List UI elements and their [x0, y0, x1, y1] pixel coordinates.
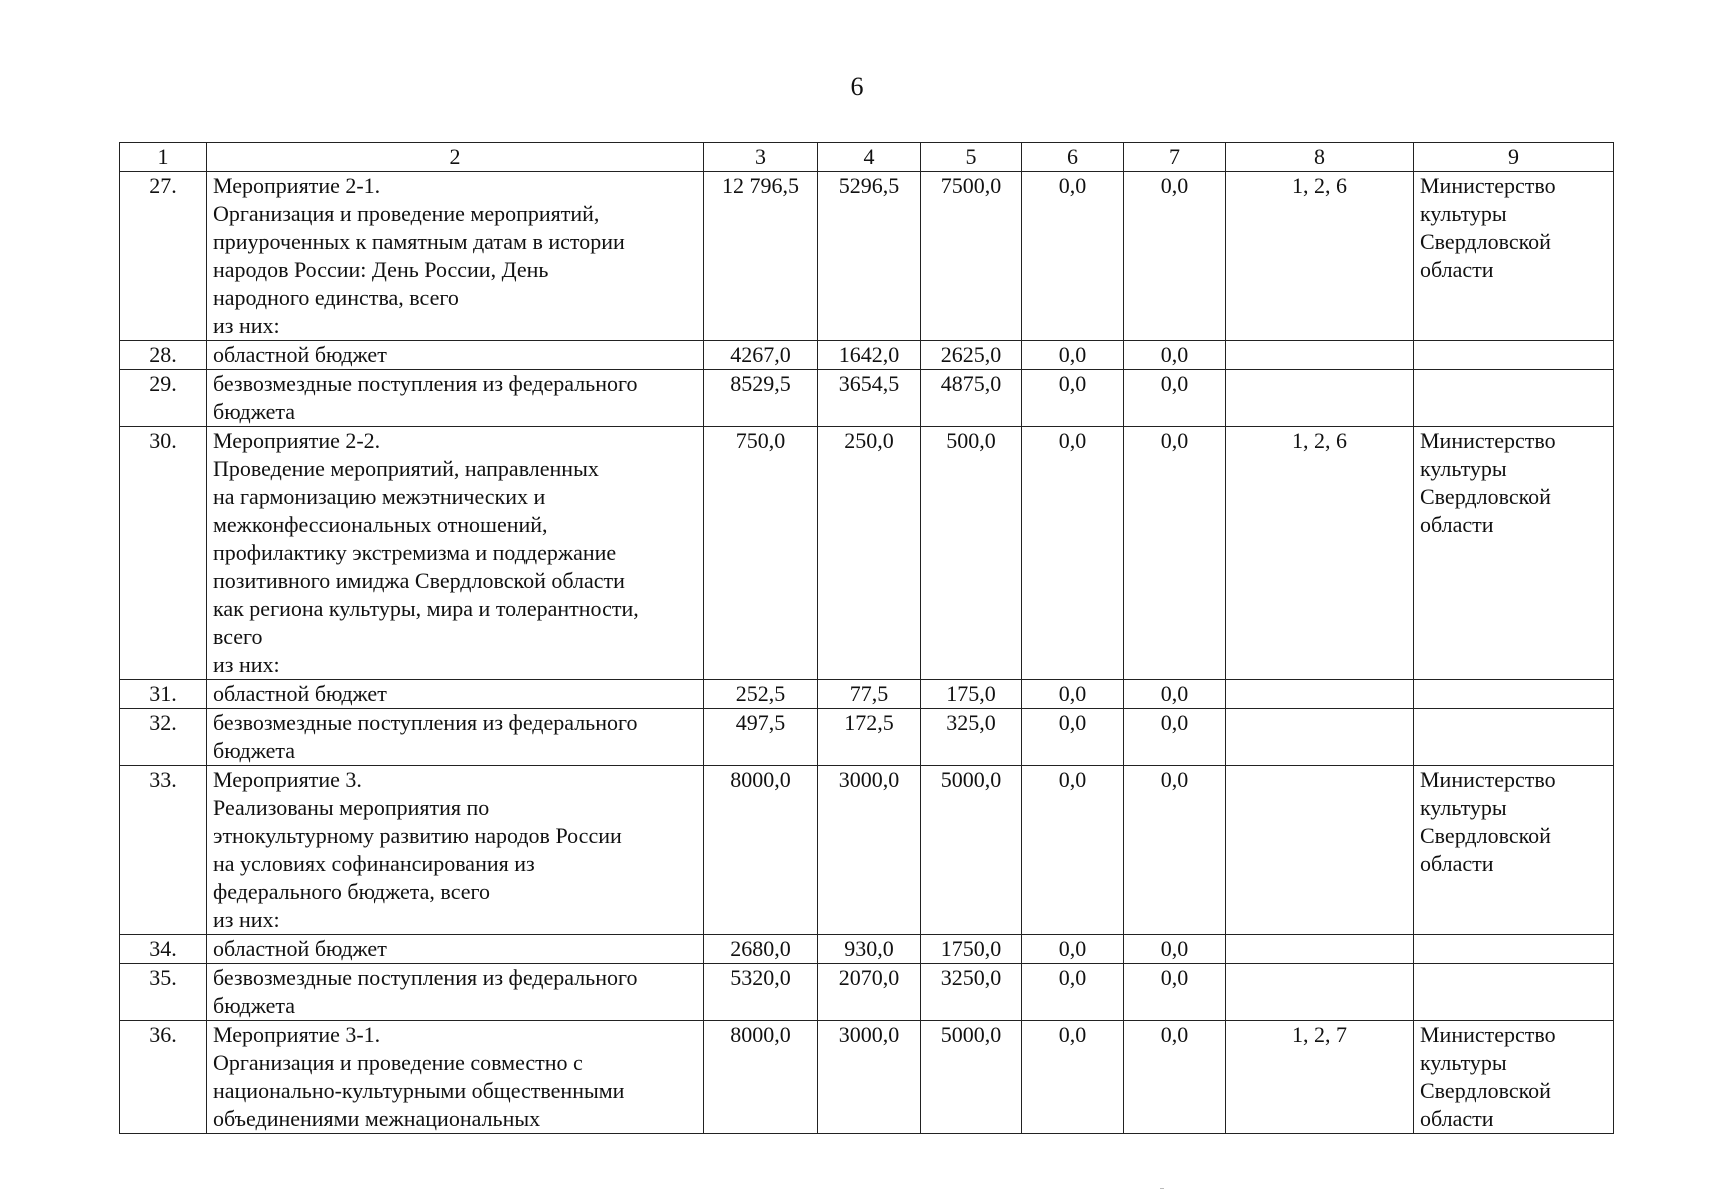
value-col-4: 930,0 [818, 935, 921, 964]
executor [1414, 370, 1614, 427]
value-col-4: 250,0 [818, 427, 921, 680]
value-col-6: 0,0 [1022, 427, 1124, 680]
executor: Министерство культуры Свердловской области [1414, 172, 1614, 341]
column-header: 4 [818, 143, 921, 172]
budget-table [119, 142, 1614, 1134]
value-col-6: 0,0 [1022, 680, 1124, 709]
value-col-3: 8529,5 [704, 370, 818, 427]
table-row [120, 370, 1614, 427]
column-header: 2 [207, 143, 704, 172]
table-row [120, 341, 1614, 370]
value-col-5: 1750,0 [921, 935, 1022, 964]
target-indicators: 1, 2, 6 [1226, 172, 1414, 341]
value-col-7: 0,0 [1124, 935, 1226, 964]
executor [1414, 341, 1614, 370]
value-col-3: 12 796,5 [704, 172, 818, 341]
table-row [120, 1021, 1614, 1134]
measure-name: безвозмездные поступления из федерального бюджета [207, 370, 704, 427]
measure-name: безвозмездные поступления из федерального бюджета [207, 709, 704, 766]
table-header-row [120, 143, 1614, 172]
value-col-5: 325,0 [921, 709, 1022, 766]
row-number: 32. [120, 709, 207, 766]
value-col-6: 0,0 [1022, 370, 1124, 427]
value-col-6: 0,0 [1022, 1021, 1124, 1134]
value-col-5: 4875,0 [921, 370, 1022, 427]
value-col-7: 0,0 [1124, 341, 1226, 370]
executor [1414, 964, 1614, 1021]
value-col-3: 8000,0 [704, 766, 818, 935]
value-col-4: 2070,0 [818, 964, 921, 1021]
table-row [120, 680, 1614, 709]
value-col-4: 5296,5 [818, 172, 921, 341]
table-row [120, 709, 1614, 766]
value-col-3: 5320,0 [704, 964, 818, 1021]
target-indicators [1226, 935, 1414, 964]
measure-name: Мероприятие 3. Реализованы мероприятия по этнокультурному развитию народов России на условиях софинансирования из федерального бюджета, всего из них: [207, 766, 704, 935]
value-col-6: 0,0 [1022, 172, 1124, 341]
table-row [120, 172, 1614, 341]
column-header: 6 [1022, 143, 1124, 172]
table-row [120, 964, 1614, 1021]
value-col-5: 5000,0 [921, 766, 1022, 935]
target-indicators [1226, 964, 1414, 1021]
measure-name: безвозмездные поступления из федерального бюджета [207, 964, 704, 1021]
value-col-4: 3654,5 [818, 370, 921, 427]
row-number: 34. [120, 935, 207, 964]
value-col-4: 77,5 [818, 680, 921, 709]
target-indicators: 1, 2, 7 [1226, 1021, 1414, 1134]
value-col-6: 0,0 [1022, 341, 1124, 370]
column-header: 3 [704, 143, 818, 172]
value-col-7: 0,0 [1124, 709, 1226, 766]
target-indicators [1226, 709, 1414, 766]
value-col-6: 0,0 [1022, 766, 1124, 935]
value-col-5: 5000,0 [921, 1021, 1022, 1134]
target-indicators [1226, 341, 1414, 370]
column-header: 9 [1414, 143, 1614, 172]
executor [1414, 935, 1614, 964]
value-col-7: 0,0 [1124, 172, 1226, 341]
value-col-7: 0,0 [1124, 964, 1226, 1021]
row-number: 36. [120, 1021, 207, 1134]
table-row [120, 427, 1614, 680]
value-col-5: 3250,0 [921, 964, 1022, 1021]
value-col-3: 252,5 [704, 680, 818, 709]
value-col-5: 175,0 [921, 680, 1022, 709]
value-col-7: 0,0 [1124, 680, 1226, 709]
target-indicators [1226, 370, 1414, 427]
measure-name: областной бюджет [207, 935, 704, 964]
measure-name: областной бюджет [207, 680, 704, 709]
value-col-4: 3000,0 [818, 766, 921, 935]
measure-name: Мероприятие 3-1. Организация и проведение совместно с национально-культурными общественными объединениями межнациональных [207, 1021, 704, 1134]
value-col-5: 2625,0 [921, 341, 1022, 370]
executor: Министерство культуры Свердловской области [1414, 766, 1614, 935]
value-col-3: 8000,0 [704, 1021, 818, 1134]
value-col-7: 0,0 [1124, 1021, 1226, 1134]
executor [1414, 680, 1614, 709]
value-col-4: 1642,0 [818, 341, 921, 370]
table-row [120, 935, 1614, 964]
column-header: 5 [921, 143, 1022, 172]
column-header: 1 [120, 143, 207, 172]
executor [1414, 709, 1614, 766]
executor: Министерство культуры Свердловской области [1414, 427, 1614, 680]
value-col-3: 4267,0 [704, 341, 818, 370]
value-col-4: 172,5 [818, 709, 921, 766]
value-col-3: 2680,0 [704, 935, 818, 964]
scan-artifact [1160, 1188, 1164, 1189]
target-indicators: 1, 2, 6 [1226, 427, 1414, 680]
value-col-6: 0,0 [1022, 935, 1124, 964]
row-number: 29. [120, 370, 207, 427]
measure-name: Мероприятие 2-1. Организация и проведение мероприятий, приуроченных к памятным датам в истории народов России: День России, День народного единства, всего из них: [207, 172, 704, 341]
row-number: 28. [120, 341, 207, 370]
measure-name: Мероприятие 2-2. Проведение мероприятий, направленных на гармонизацию межэтнических и межконфессиональных отношений, профилактику экстремизма и поддержание позитивного имиджа Свердловской области как региона культуры, мира и толерантности, всего из них: [207, 427, 704, 680]
page-number: 6 [850, 72, 864, 101]
measure-name: областной бюджет [207, 341, 704, 370]
column-header: 8 [1226, 143, 1414, 172]
target-indicators [1226, 766, 1414, 935]
column-header: 7 [1124, 143, 1226, 172]
row-number: 33. [120, 766, 207, 935]
value-col-3: 750,0 [704, 427, 818, 680]
value-col-5: 500,0 [921, 427, 1022, 680]
row-number: 30. [120, 427, 207, 680]
executor: Министерство культуры Свердловской области [1414, 1021, 1614, 1134]
value-col-7: 0,0 [1124, 766, 1226, 935]
value-col-3: 497,5 [704, 709, 818, 766]
table-row [120, 766, 1614, 935]
row-number: 35. [120, 964, 207, 1021]
value-col-6: 0,0 [1022, 709, 1124, 766]
target-indicators [1226, 680, 1414, 709]
row-number: 31. [120, 680, 207, 709]
value-col-6: 0,0 [1022, 964, 1124, 1021]
value-col-7: 0,0 [1124, 427, 1226, 680]
row-number: 27. [120, 172, 207, 341]
value-col-4: 3000,0 [818, 1021, 921, 1134]
value-col-5: 7500,0 [921, 172, 1022, 341]
value-col-7: 0,0 [1124, 370, 1226, 427]
